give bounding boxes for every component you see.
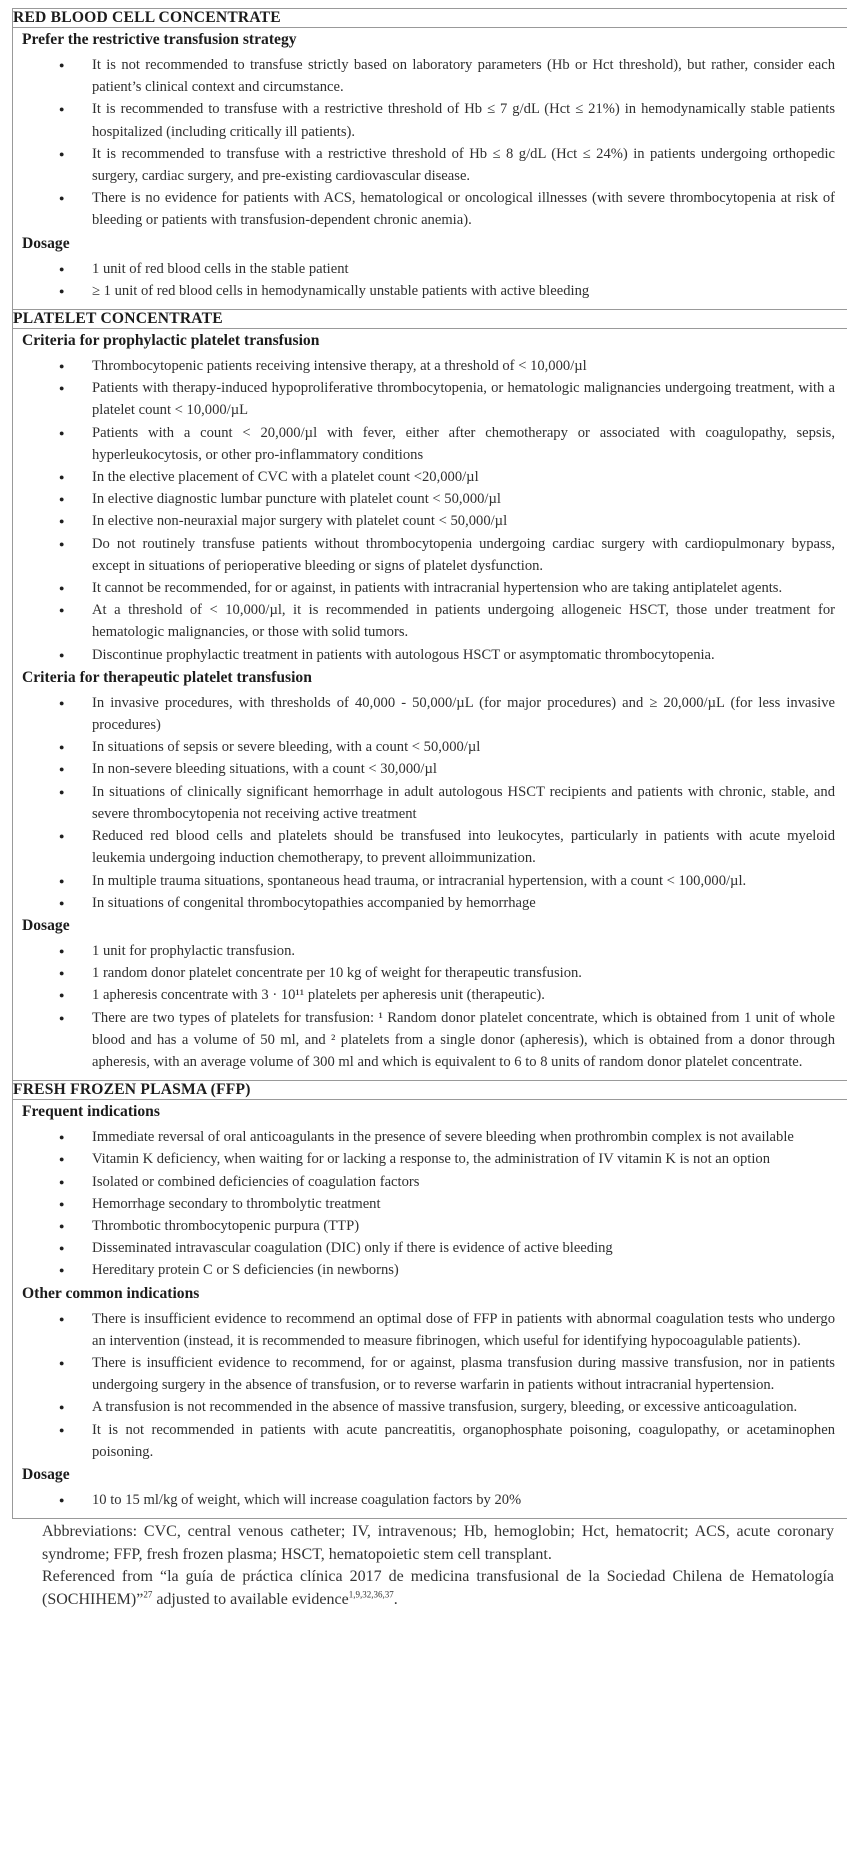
bullet-list — [13, 352, 847, 666]
section-body — [13, 28, 847, 310]
list-item: ● In elective diagnostic lumbar puncture with platelet count < 50,000/µl — [13, 488, 847, 510]
section-body — [13, 329, 847, 1081]
list-item: ● 1 unit for prophylactic transfusion. — [13, 940, 847, 962]
section-row — [13, 1081, 847, 1100]
group-heading: Dosage — [22, 234, 70, 252]
list-item: ● There is insufficient evidence to recommend an optimal dose of FFP in patients with abnormal coagulation tests who undergo an intervention (instead, it is recommended to measure fibrinogen, which useful for identifying hypocoagulable patients). — [13, 1308, 847, 1352]
list-item: ● Do not routinely transfuse patients without thrombocytopenia undergoing cardiac surgery with cardiopulmonary bypass, except in situations of perioperative bleeding or signs of platelet dysfunction. — [13, 533, 847, 577]
bullet-list — [13, 937, 847, 1073]
abbreviations-note — [42, 1521, 834, 1566]
list-item: ● Immediate reversal of oral anticoagulants in the presence of severe bleeding when prothrombin complex is not available — [13, 1126, 847, 1148]
list-item: ● 10 to 15 ml/kg of weight, which will increase coagulation factors by 20% — [13, 1489, 847, 1511]
group-heading: Other common indications — [22, 1284, 200, 1302]
bullet-list — [13, 689, 847, 914]
list-item: ● Patients with a count < 20,000/µl with fever, either after chemotherapy or associated with coagulopathy, sepsis, hyperleukocytosis, or other pro-inflammatory conditions — [13, 422, 847, 466]
section-spacer — [13, 1511, 847, 1518]
list-item: ● Isolated or combined deficiencies of coagulation factors — [13, 1171, 847, 1193]
guide-table-body — [13, 9, 847, 1519]
bullet-list — [13, 255, 847, 302]
list-item: ● In the elective placement of CVC with a platelet count <20,000/µl — [13, 466, 847, 488]
list-item: ● A transfusion is not recommended in the absence of massive transfusion, surgery, bleeding, or excessive anticoagulation. — [13, 1396, 847, 1418]
list-item: ● There is no evidence for patients with ACS, hematological or oncological illnesses (with severe thrombocytopenia at risk of bleeding or patients with transfusion-dependent chronic anemia). — [13, 187, 847, 231]
list-item: ● In situations of sepsis or severe bleeding, with a count < 50,000/µl — [13, 736, 847, 758]
list-item: ● Thrombocytopenic patients receiving intensive therapy, at a threshold of < 10,000/µl — [13, 355, 847, 377]
list-item: ● In multiple trauma situations, spontaneous head trauma, or intracranial hypertension, with a count < 100,000/µl. — [13, 870, 847, 892]
section-row — [13, 9, 847, 28]
list-item: ● Patients with therapy-induced hypoproliferative thrombocytopenia, or hematologic malignancies undergoing treatment, with a platelet count < 10,000/µL — [13, 377, 847, 421]
list-item: ● In situations of congenital thrombocytopathies accompanied by hemorrhage — [13, 892, 847, 914]
group-heading: Dosage — [22, 1465, 70, 1483]
list-item: ● It cannot be recommended, for or against, in patients with intracranial hypertension who are taking antiplatelet agents. — [13, 577, 847, 599]
reference-note — [42, 1566, 834, 1611]
section-title: FRESH FROZEN PLASMA (FFP) — [13, 1081, 847, 1100]
group-heading: Dosage — [22, 916, 70, 934]
section-spacer — [13, 302, 847, 309]
list-item: ● Thrombotic thrombocytopenic purpura (TTP) — [13, 1215, 847, 1237]
abbreviations-text: Abbreviations: CVC, central venous catheter; IV, intravenous; Hb, hemoglobin; Hct, hematocrit; ACS, acute coronary syndrome; FFP, fresh frozen plasma; HSCT, hematopoietic stem cell transplant. — [42, 1523, 834, 1563]
reference-end: . — [393, 1590, 398, 1608]
bullet-list — [13, 51, 847, 232]
group-heading: Prefer the restrictive transfusion strategy — [22, 31, 297, 48]
list-item: ● It is not recommended to transfuse strictly based on laboratory parameters (Hb or Hct threshold), but rather, consider each patient’s clinical context and circumstance. — [13, 54, 847, 98]
bullet-list — [13, 1486, 847, 1511]
list-item: ● It is recommended to transfuse with a restrictive threshold of Hb ≤ 7 g/dL (Hct ≤ 21%) in hemodynamically stable patients hospitalized (including critically ill patients). — [13, 98, 847, 142]
list-item: ● 1 unit of red blood cells in the stable patient — [13, 258, 847, 280]
list-item: ● Disseminated intravascular coagulation (DIC) only if there is evidence of active bleeding — [13, 1237, 847, 1259]
footnote — [42, 1521, 834, 1611]
list-item: ● Reduced red blood cells and platelets should be transfused into leukocytes, particularly in patients with acute myeloid leukemia undergoing induction chemotherapy, to prevent alloimmunization. — [13, 825, 847, 869]
bullet-list — [13, 1123, 847, 1281]
list-item: ● In non-severe bleeding situations, with a count < 30,000/µl — [13, 758, 847, 780]
transfusion-guide-table — [12, 8, 847, 1519]
section-body — [13, 1100, 847, 1519]
list-item: ● There is insufficient evidence to recommend, for or against, plasma transfusion during massive transfusion, nor in patients undergoing surgery in the absence of transfusion, or to reverse warfarin in patients without intracranial hypertension. — [13, 1352, 847, 1396]
evidence-citations: 1,9,32,36,37 — [348, 1589, 394, 1600]
list-item: ● In elective non-neuraxial major surgery with platelet count < 50,000/µl — [13, 510, 847, 532]
group-heading: Frequent indications — [22, 1103, 160, 1121]
list-item: ● Hereditary protein C or S deficiencies (in newborns) — [13, 1259, 847, 1281]
section-body-row — [13, 1100, 847, 1519]
list-item: ● Vitamin K deficiency, when waiting for or lacking a response to, the administration of IV vitamin K is not an option — [13, 1148, 847, 1170]
section-title: RED BLOOD CELL CONCENTRATE — [13, 9, 847, 28]
section-title: PLATELET CONCENTRATE — [13, 310, 847, 329]
reference-tail: adjusted to available evidence — [152, 1590, 349, 1608]
list-item: ● It is recommended to transfuse with a restrictive threshold of Hb ≤ 8 g/dL (Hct ≤ 24%) in patients undergoing orthopedic surgery, cardiac surgery, and pre-existing cardiovascular disease. — [13, 143, 847, 187]
list-item: ● In situations of clinically significant hemorrhage in adult autologous HSCT recipients and patients with chronic, stable, and severe thrombocytopenia not receiving active treatment — [13, 781, 847, 825]
list-item: ● Hemorrhage secondary to thrombolytic treatment — [13, 1193, 847, 1215]
section-body-row — [13, 329, 847, 1081]
reference-text: Referenced from “la guía de práctica clínica 2017 de medicina transfusional de la Sociedad Chilena de Hematología (SOCHIHEM)” — [42, 1568, 834, 1608]
section-row — [13, 310, 847, 329]
reference-citation: 27 — [143, 1589, 153, 1600]
list-item: ● At a threshold of < 10,000/µl, it is recommended in patients undergoing allogeneic HSCT, those under treatment for hematologic malignancies, or those with solid tumors. — [13, 599, 847, 643]
list-item: ● There are two types of platelets for transfusion: ¹ Random donor platelet concentrate, which is obtained from 1 unit of whole blood and has a volume of 50 ml, and ² platelets from a single donor (apheresis), which is obtained from a donor through apheresis, with an average volume of 300 ml and which is equivalent to 6 to 8 units of random donor platelet concentrate. — [13, 1007, 847, 1074]
list-item: ● 1 random donor platelet concentrate per 10 kg of weight for therapeutic transfusion. — [13, 962, 847, 984]
list-item: ● ≥ 1 unit of red blood cells in hemodynamically unstable patients with active bleeding — [13, 280, 847, 302]
section-spacer — [13, 1073, 847, 1080]
list-item: ● Discontinue prophylactic treatment in patients with autologous HSCT or asymptomatic thrombocytopenia. — [13, 644, 847, 666]
bullet-list — [13, 1305, 847, 1463]
list-item: ● In invasive procedures, with thresholds of 40,000 - 50,000/µL (for major procedures) and ≥ 20,000/µL (for less invasive procedures) — [13, 692, 847, 736]
section-body-row — [13, 28, 847, 310]
document — [12, 8, 847, 1612]
list-item: ● It is not recommended in patients with acute pancreatitis, organophosphate poisoning, coagulopathy, or acetaminophen poisoning. — [13, 1419, 847, 1463]
group-heading: Criteria for therapeutic platelet transfusion — [22, 668, 312, 686]
group-heading: Criteria for prophylactic platelet transfusion — [22, 332, 320, 350]
list-item: ● 1 apheresis concentrate with 3 · 10¹¹ platelets per apheresis unit (therapeutic). — [13, 984, 847, 1006]
